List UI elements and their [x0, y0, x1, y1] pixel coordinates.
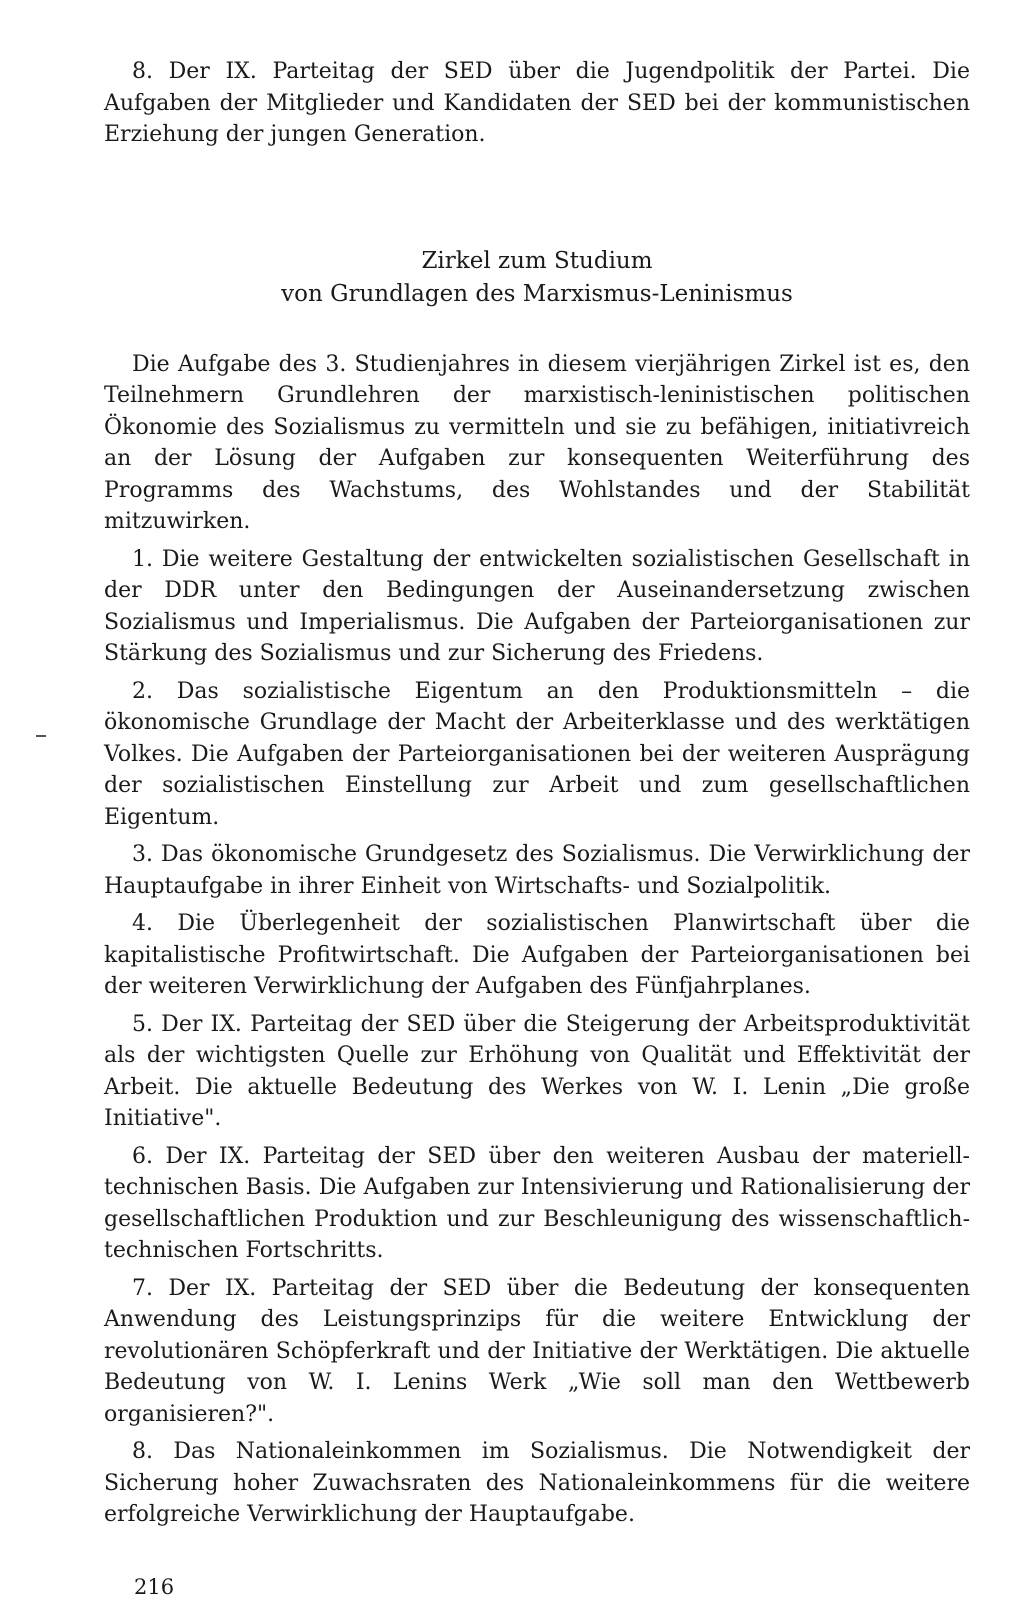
section-heading — [104, 245, 970, 311]
list-item-6: 6. Der IX. Parteitag der SED über den weiteren Ausbau der materiell-technischen Basis. Die Aufgaben zur Intensivierung und Rationalisierung der gesellschaftlichen Produktion und zur Beschleunigung des wissenschaftlich-technischen Fortschritts. — [104, 1143, 970, 1263]
document-page — [104, 56, 970, 1601]
list-item-1: 1. Die weitere Gestaltung der entwickelten sozialistischen Gesellschaft in der DDR unter den Bedingungen der Auseinandersetzung zwischen Sozialismus und Imperialismus. Die Aufgaben der Parteiorganisationen zur Stärkung des Sozialismus und zur Sicherung des Friedens. — [104, 546, 970, 666]
list-item-7: 7. Der IX. Parteitag der SED über die Bedeutung der konsequenten Anwendung des Leistungsprinzips für die weitere Entwicklung der revolutionären Schöpferkraft und der Initiative der Werktätigen. Die aktuelle Bedeutung von W. I. Lenins Werk „Wie soll man den Wettbewerb organisieren?". — [104, 1275, 970, 1427]
heading-line-2: von Grundlagen des Marxismus-Leninismus — [281, 280, 793, 307]
list-item-3: 3. Das ökonomische Grundgesetz des Sozialismus. Die Verwirklichung der Hauptaufgabe in ihrer Einheit von Wirtschafts- und Sozialpolitik. — [104, 842, 970, 899]
margin-mark — [36, 735, 46, 737]
intro-paragraph: Die Aufgabe des 3. Studienjahres in diesem vierjährigen Zirkel ist es, den Teilnehmern Grundlehren der marxistisch-leninistischen politischen Ökonomie des Sozialismus zu vermitteln und sie zu befähigen, initiativreich an der Lösung der Aufgaben zur konsequenten Weiterführung des Programms des Wachstums, des Wohlstandes und der Stabilität mitzuwirken. — [104, 351, 970, 534]
top-paragraph: 8. Der IX. Parteitag der SED über die Jugendpolitik der Partei. Die Aufgaben der Mitglieder und Kandidaten der SED bei der kommunistischen Erziehung der jungen Generation. — [104, 59, 970, 147]
page-number: 216 — [134, 1574, 175, 1599]
list-item-4: 4. Die Überlegenheit der sozialistischen Planwirtschaft über die kapitalistische Profitwirtschaft. Die Aufgaben der Parteiorganisationen bei der weiteren Verwirklichung der Aufgaben des Fünfjahrplanes. — [104, 911, 970, 999]
list-item-5: 5. Der IX. Parteitag der SED über die Steigerung der Arbeitsproduktivität als der wichtigsten Quelle zur Erhöhung von Qualität und Effektivität der Arbeit. Die aktuelle Bedeutung des Werkes von W. I. Lenin „Die große Initiative". — [104, 1011, 970, 1131]
list-item-2: 2. Das sozialistische Eigentum an den Produktionsmitteln – die ökonomische Grundlage der Macht der Arbeiterklasse und des werktätigen Volkes. Die Aufgaben der Parteiorganisationen bei der weiteren Ausprägung der sozialistischen Einstellung zur Arbeit und zum gesellschaftlichen Eigentum. — [104, 678, 970, 830]
list-item-8: 8. Das Nationaleinkommen im Sozialismus. Die Notwendigkeit der Sicherung hoher Zuwachsraten des Nationaleinkommens für die weitere erfolgreiche Verwirklichung der Hauptaufgabe. — [104, 1439, 970, 1527]
heading-line-1: Zirkel zum Studium — [421, 247, 653, 274]
